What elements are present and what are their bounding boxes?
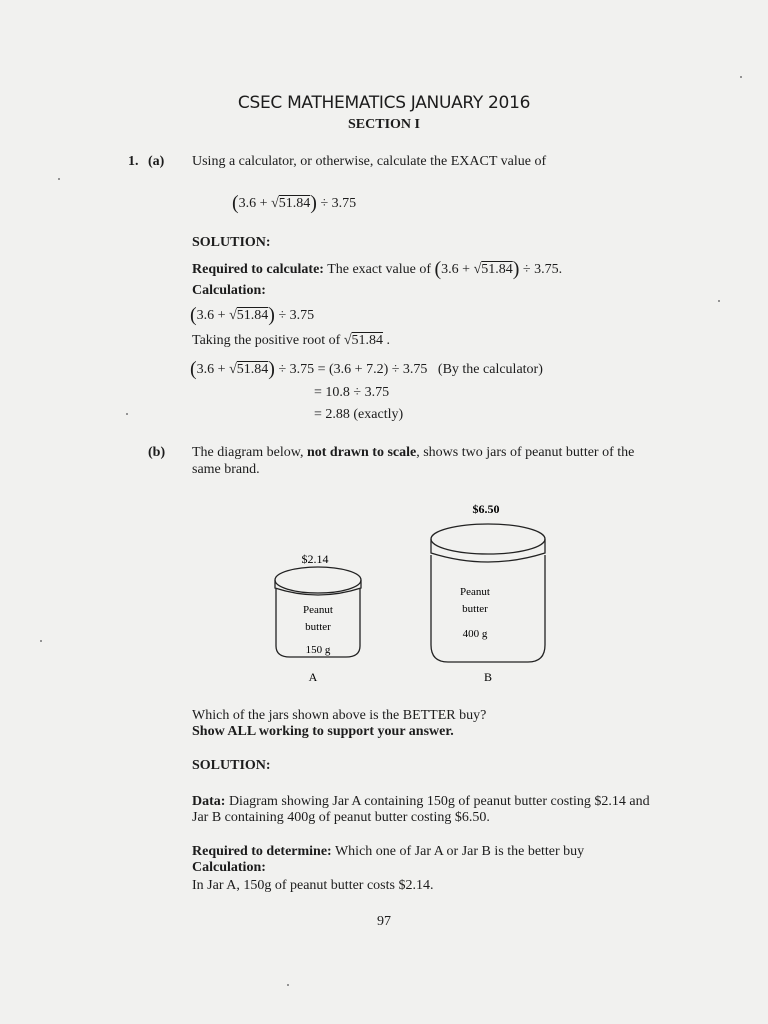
calculation-heading-a: Calculation: <box>192 283 266 298</box>
scan-speck <box>287 984 289 986</box>
jar-a-price: $2.14 <box>301 552 329 566</box>
scan-speck <box>126 413 128 415</box>
scan-speck <box>40 640 42 642</box>
jar-a-name: A <box>308 670 318 684</box>
scan-speck <box>740 76 742 78</box>
required-to-calculate: Required to calculate: The exact value of (3.6 + √51.84) ÷ 3.75. <box>192 258 563 280</box>
jar-a-label-butter: butter <box>305 621 331 633</box>
calculation-expression: (3.6 + √51.84) ÷ 3.75 <box>190 304 315 326</box>
calculation-heading-b: Calculation: <box>192 860 266 875</box>
jar-b-mass: 400 g <box>462 628 488 640</box>
page-number: 97 <box>377 914 391 929</box>
scan-speck <box>58 178 60 180</box>
question-part-b: (b) <box>148 445 166 460</box>
calculation-line-b: In Jar A, 150g of peanut butter costs $2.14. <box>192 878 434 893</box>
question-part-a: (a) <box>148 154 165 169</box>
data-line-1: Data: Diagram showing Jar A containing 150g of peanut butter costing $2.14 and <box>192 794 650 809</box>
jar-b-name: B <box>483 670 493 684</box>
jar-a-mass: 150 g <box>305 644 331 656</box>
section-heading: SECTION I <box>348 117 420 132</box>
question-b-show-working: Show ALL working to support your answer. <box>192 724 454 739</box>
solution-heading-a: SOLUTION: <box>192 235 271 250</box>
positive-root-line: Taking the positive root of √51.84 . <box>192 333 391 348</box>
required-to-determine: Required to determine: Which one of Jar A or Jar B is the better buy <box>192 844 585 859</box>
jar-a-label-peanut: Peanut <box>303 604 333 616</box>
jar-b-label-peanut: Peanut <box>460 586 490 598</box>
solution-heading-b: SOLUTION: <box>192 758 271 773</box>
calculation-step-3: = 2.88 (exactly) <box>314 407 404 422</box>
question-b-prompt: Which of the jars shown above is the BETTER buy? <box>192 708 487 723</box>
question-number: 1. <box>128 154 139 169</box>
question-a-expression: (3.6 + √51.84) ÷ 3.75 <box>232 192 357 214</box>
data-line-2: Jar B containing 400g of peanut butter costing $6.50. <box>192 810 490 825</box>
jars-diagram <box>260 495 560 690</box>
question-b-intro-line-2: same brand. <box>192 462 260 477</box>
question-b-intro: The diagram below, not drawn to scale, shows two jars of peanut butter of the <box>192 445 635 460</box>
question-a-text: Using a calculator, or otherwise, calculate the EXACT value of <box>192 154 547 169</box>
scan-speck <box>718 300 720 302</box>
jar-a <box>275 552 361 684</box>
calculation-step-1: (3.6 + √51.84) ÷ 3.75 = (3.6 + 7.2) ÷ 3.75 (By the calculator) <box>190 358 543 380</box>
jar-b <box>431 502 545 684</box>
jar-b-label-butter: butter <box>462 603 488 615</box>
calculation-step-2: = 10.8 ÷ 3.75 <box>314 385 390 400</box>
jar-b-price: $6.50 <box>472 502 500 516</box>
page-title: CSEC MATHEMATICS JANUARY 2016 <box>237 93 531 113</box>
